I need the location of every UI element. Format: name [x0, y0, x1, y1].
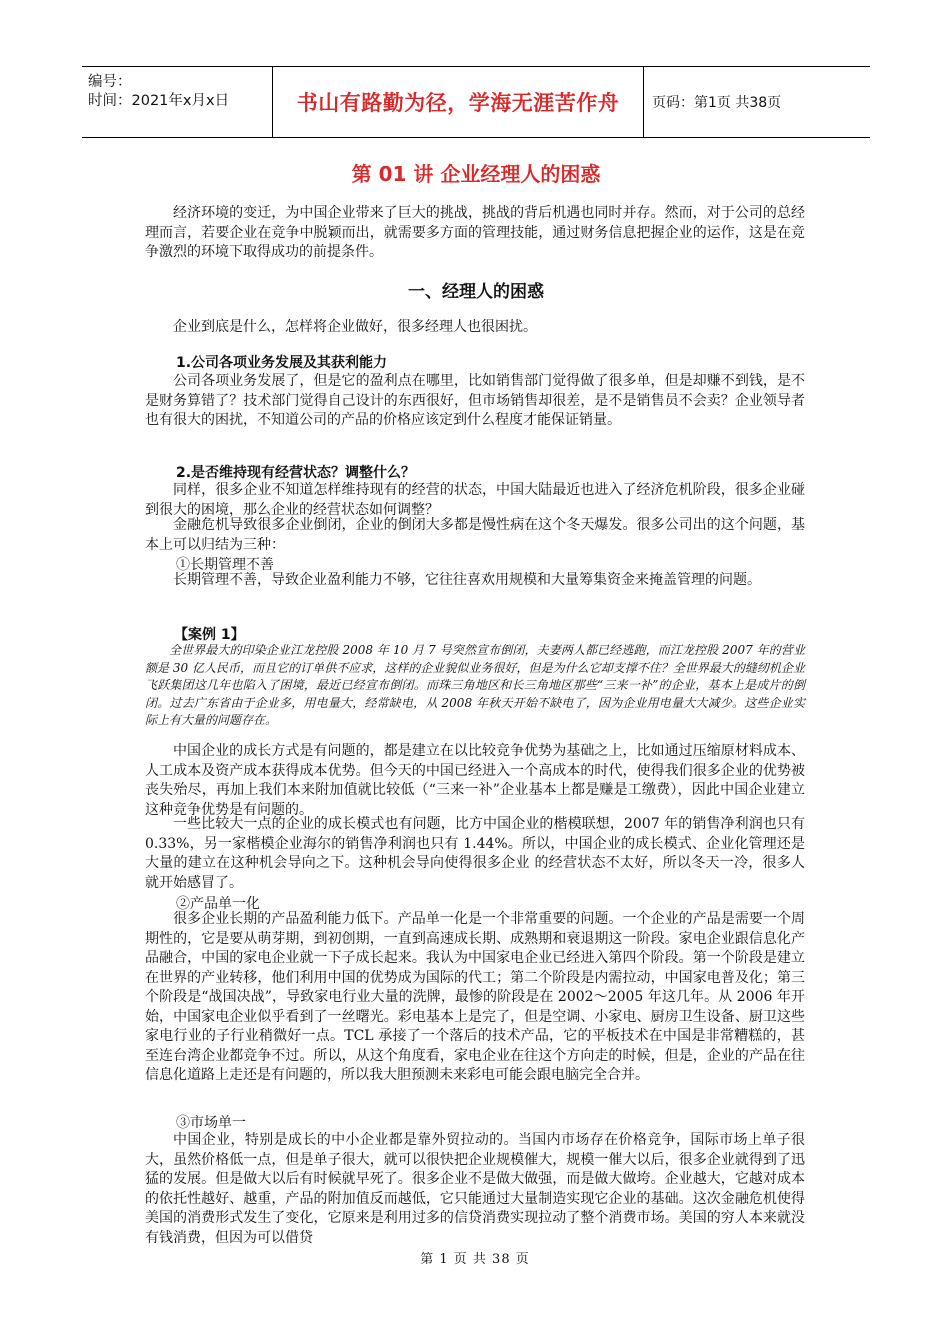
paragraph-sub1: 公司各项业务发展了，但是它的盈利点在哪里，比如销售部门觉得做了很多单，但是却赚不到钱，是不是财务算错了？技术部门觉得自己设计的东西很好，但市场销售却很差，是不是销售员不会卖？企业领导者也有很大的困扰，不知道公司的产品的价格应该定到什么程度才能保证销量。 [145, 373, 805, 428]
intro-paragraph: 经济环境的变迁，为中国企业带来了巨大的挑战，挑战的背后机遇也同时并存。然而，对于公司的总经理而言，若要企业在竞争中脱颖而出，就需要多方面的管理技能，通过财务信息把握企业的运作，这是在竞争激烈的环境下取得成功的前提条件。 [145, 205, 805, 260]
list-item-3: ③市场单一 [176, 1115, 246, 1131]
header-motto: 书山有路勤为径，学海无涯苦作舟 [272, 67, 644, 137]
time-label: 时间：2021年x月x日 [88, 93, 230, 109]
header-meta [82, 67, 272, 137]
subheading-2: 2.是否维持现有经营状态？调整什么？ [176, 465, 416, 481]
header-page-info: 页码：第1页 共38页 [652, 95, 782, 111]
paragraph-item2: 很多企业长期的产品盈利能力低下。产品单一化是一个非常重要的问题。一个企业的产品是需要一个周期性的，它是要从萌芽期，到初创期，一直到高速成长期、成熟期和衰退期这一阶段。家电企业跟信息化产品融合，中国的家电企业就一下子成长起来。我认为中国家电企业已经进入第四个阶段。第一个阶段是建立在世界的产业转移，他们利用中国的优势成为国际的代工；第二个阶段是内需拉动，中国家电普及化；第三个阶段是“战国决战”，导致家电行业大量的洗牌，最惨的阶段是在 2002～2005 年这几年。从 2006 年开始，中国家电企业似乎看到了一丝曙光。彩电基本上是完了，但是空调、小家电、厨房卫生设备、厨卫这些家电行业的子行业稍微好一点。TCL 承接了一个落后的技术产品，它的平板技术在中国是非常糟糕的，甚至连台湾企业都竞争不过。所以，从这个角度看，家电企业在往这个方向走的时候，但是，企业的产品在往信息化道路上走还是有问题的，所以我大胆预测未来彩电可能会跟电脑完全合并。 [145, 911, 805, 1083]
subheading-1: 1.公司各项业务发展及其获利能力 [176, 355, 388, 371]
case-text: 全世界最大的印染企业江龙控股 2008 年 10 月 7 号突然宣布倒闭，夫妻两人都已经逃跑，而江龙控股 2007 年的营业额是 30 亿人民币，而且它的订单供不应求，这样的企业貌似业务很好，但是为什么它却支撑不住？全世界最大的缝纫机企业飞跃集团这几年也陷入了困境，最近已经宣布倒闭。而珠三角地区和长三角地区那些“三来一补”的企业，基本上是成片的倒闭。过去广东省由于企业多，用电量大，经常缺电，从 2008 年秋天开始不缺电了，因为企业用电量大大减少。这些企业实际上有大量的问题存在。 [145, 643, 805, 727]
paragraph-sub2b: 金融危机导致很多企业倒闭，企业的倒闭大多都是慢性病在这个冬天爆发。很多公司出的这个问题，基本上可以归结为三种： [145, 517, 805, 553]
section-heading: 一、经理人的困惑 [408, 282, 544, 302]
paragraph-item3: 中国企业，特别是成长的中小企业都是靠外贸拉动的。当国内市场存在价格竞争，国际市场上单子很大，虽然价格低一点，但是单子很大，就可以很快把企业规模催大，规模一催大以后，很多企业就得到了迅猛的发展。但是做大以后有时候就早死了。很多企业不是做大做强，而是做大做垮。企业越大，它越对成本的依托性越好、越重，产品的附加值反而越低，它只能通过大量制造实现它企业的基础。这次金融危机使得美国的消费形式发生了变化，它原来是利用过多的信贷消费实现拉动了整个消费市场。美国的穷人本来就没有钱消费，但因为可以借贷 [145, 1132, 805, 1246]
case-heading: 【案例 1】 [174, 627, 245, 643]
number-label: 编号： [88, 74, 132, 90]
paragraph-growth-1: 中国企业的成长方式是有问题的，都是建立在以比较竞争优势为基础之上，比如通过压缩原材料成本、人工成本及资产成本获得成本优势。但今天的中国已经进入一个高成本的时代，使得我们很多企业的优势被丧失殆尽，再加上我们本来附加值就比较低（“三来一补”企业基本上都是赚是工缴费），因此中国企业建立这种竞争优势是有问题的。 [145, 743, 805, 818]
question-paragraph: 企业到底是什么，怎样将企业做好，很多经理人也很困扰。 [173, 319, 537, 335]
lecture-title: 第 01 讲 企业经理人的困惑 [351, 162, 601, 186]
header-table [82, 66, 870, 138]
paragraph-growth-2: 一些比较大一点的企业的成长模式也有问题，比方中国企业的楷模联想，2007 年的销售净利润也只有 0.33%，另一家楷模企业海尔的销售净利润也只有 1.44%。所以，中国企业的成长模式、企业化管理还是大量的建立在这种机会导向之下。这种机会导向使得很多企业 的经营状态不太好，所以冬天一冷，很多人就开始感冒了。 [145, 816, 805, 891]
list-item-1: ①长期管理不善 [176, 557, 274, 573]
page-footer: 第 1 页 共 38 页 [420, 1252, 530, 1267]
paragraph-sub2a: 同样，很多企业不知道怎样维持现有的经营的状态，中国大陆最近也进入了经济危机阶段，很多企业碰到很大的困境，那么企业的经营状态如何调整？ [145, 482, 805, 518]
list-item-2: ②产品单一化 [176, 896, 260, 912]
paragraph-item1: 长期管理不善，导致企业盈利能力不够，它往往喜欢用规模和大量筹集资金来掩盖管理的问题。 [173, 572, 761, 588]
